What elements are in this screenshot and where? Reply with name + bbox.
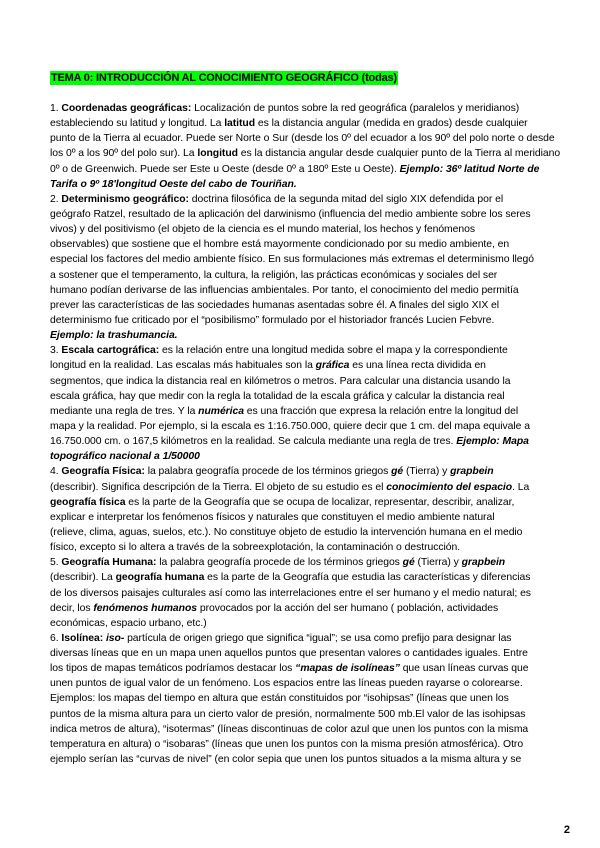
text-run: Localización de puntos sobre la red geográfica (paralelos y meridianos) xyxy=(191,103,520,114)
text-run: vivos) y del positivismo (el objeto de la ciencia es el mundo material, los hechos y fenómenos xyxy=(50,224,475,236)
text-line xyxy=(50,207,600,222)
text-run: temperatura en altura) o “isobaras” (líneas que unen los puntos con la misma presión atmosférica). Otro xyxy=(50,738,524,750)
text-run: Geografía Física: xyxy=(61,466,145,478)
text-line xyxy=(50,328,600,343)
text-line xyxy=(50,313,600,328)
text-run: 1. xyxy=(50,103,62,114)
text-run: topográfico nacional a 1/50000 xyxy=(50,451,200,463)
text-run: latitud xyxy=(224,118,256,130)
text-line xyxy=(50,495,600,510)
text-line xyxy=(50,570,600,585)
text-run: geografía física xyxy=(50,496,126,508)
text-run: numérica xyxy=(198,405,244,417)
text-run: la palabra geografía procede de los términos griegos xyxy=(144,466,392,478)
text-run: unen puntos de igual valor de un fenómeno. Los espacios entre las líneas pueden rayarse o colorearse. xyxy=(50,678,523,690)
text-line xyxy=(50,298,600,313)
text-line xyxy=(50,404,600,419)
text-line xyxy=(50,374,600,389)
text-run: Tarifa o 9º 18'longitud Oeste del cabo de Touriñan. xyxy=(50,178,297,190)
text-run: es la parte de la Geografía que estudia las características y diferencias xyxy=(204,572,531,584)
text-run: es la distancia angular (medida en grados) desde cualquier xyxy=(255,118,528,130)
text-run: longitud en la realidad. Las escalas más habituales son la xyxy=(50,360,316,372)
text-line xyxy=(50,343,600,358)
text-line xyxy=(50,268,600,283)
text-line xyxy=(50,192,600,207)
text-run: punto de la Tierra al ecuador. Puede ser Norte o Sur (desde los 0º del ecuador a los 90º del polo norte o desde xyxy=(50,133,555,145)
text-line xyxy=(50,177,600,192)
text-line xyxy=(50,146,600,161)
text-run: 4. xyxy=(50,466,62,478)
text-run: Ejemplos: los mapas del tiempo en altura que están constituidos por “isohipsas” (líneas que unen los xyxy=(50,693,509,705)
text-run: fenómenos humanos xyxy=(93,602,197,614)
text-run: Isolínea: xyxy=(61,632,104,644)
document-body xyxy=(50,101,600,767)
text-run: los 0º a los 90º del polo sur). La xyxy=(50,148,198,160)
text-line xyxy=(50,283,600,298)
text-run: Ejemplo: la trashumancia. xyxy=(50,330,178,342)
text-line xyxy=(50,131,600,146)
text-run: prever las características de las sociedades humanas asentadas sobre él. A finales del siglo XIX el xyxy=(50,299,500,311)
text-line xyxy=(50,752,600,767)
text-run: grapbein xyxy=(461,557,506,569)
text-run: . La xyxy=(512,481,530,493)
text-run: estableciendo su latitud y longitud. La xyxy=(50,118,225,130)
text-run: (describir). Significa descripción de la Tierra. El objeto de su estudio es el xyxy=(50,481,387,493)
text-line xyxy=(50,480,600,495)
text-run: partícula de origen griego que significa “igual”; se usa como prefijo para designar las xyxy=(124,632,512,644)
text-run: 3. xyxy=(50,345,62,357)
text-line xyxy=(50,252,600,267)
page-title: TEMA 0: INTRODUCCIÓN AL CONOCIMIENTO GEOGRÁFICO (todas) xyxy=(51,72,397,84)
text-run: explicar e interpretar los fenómenos físicos y naturales que constituyen el medio ambiente natural xyxy=(50,511,495,523)
text-line xyxy=(50,419,600,434)
text-run: es una línea recta dividida en xyxy=(349,360,486,372)
text-run: geógrafo Ratzel, resultado de la aplicación del darwinismo (influencia del medio ambiente sobre los seres xyxy=(50,208,531,220)
text-line xyxy=(50,222,600,237)
text-run: mediante una regla de tres. Y la xyxy=(50,405,199,417)
text-run: gé xyxy=(391,466,404,478)
text-run: geografía humana xyxy=(115,572,205,584)
text-run: Escala cartográfica: xyxy=(61,345,160,357)
text-run: longitud xyxy=(197,148,238,160)
page-number: 2 xyxy=(563,824,570,836)
text-run: económicas, espacio urbano, etc.) xyxy=(50,617,207,629)
text-run: Ejemplo: Mapa xyxy=(456,436,529,448)
text-line xyxy=(50,646,600,661)
text-line xyxy=(50,737,600,752)
text-run: observables) que sostiene que el hombre está mayormente condicionado por su medio ambiente, en xyxy=(50,239,510,251)
text-run: Coordenadas geográficas: xyxy=(61,103,192,114)
text-run: Ejemplo: 36º latitud Norte de xyxy=(399,163,540,175)
text-line xyxy=(50,540,600,555)
text-line xyxy=(50,449,600,464)
text-run: escala gráfica, hay que medir con la regla la totalidad de la escala gráfica y calcular la distancia real xyxy=(50,390,505,402)
text-run: es la parte de la Geografía que se ocupa de localizar, representar, describir, analizar, xyxy=(125,496,515,508)
text-run: 5. xyxy=(50,557,62,569)
text-run: 2. xyxy=(50,193,62,205)
text-run: la palabra geografía procede de los términos griegos xyxy=(156,557,403,569)
text-run: provocados por la acción del ser humano ( población, actividades xyxy=(197,602,499,614)
text-run: físico, excepto si lo altera a través de la sobreexplotación, la contaminación o destrucción. xyxy=(50,542,461,554)
text-line xyxy=(50,676,600,691)
text-line xyxy=(50,661,600,676)
text-line xyxy=(50,616,600,631)
text-run: es la distancia angular desde cualquier punto de la Tierra al meridiano xyxy=(237,148,561,160)
text-line xyxy=(50,434,600,449)
text-run: (Tierra) y xyxy=(403,466,451,478)
text-run: Geografía Humana: xyxy=(61,557,157,569)
text-run: indica metros de altura), “isotermas” (líneas discontinuas de color azul que unen los puntos con la misma xyxy=(50,723,529,735)
text-run: gráfica xyxy=(315,360,350,372)
text-line xyxy=(50,237,600,252)
text-run: grapbein xyxy=(450,466,494,478)
text-run: (describir). La xyxy=(50,572,116,584)
text-run: los tipos de mapas temáticos podríamos destacar los xyxy=(50,663,296,675)
text-run: ejemplo serían las “curvas de nivel” (en color sepia que unen los puntos situados a la misma altura y se xyxy=(50,754,522,766)
text-run: mapa y la realidad. Por ejemplo, si la escala es 1:16.750.000, quiere decir que 1 cm. del mapa equivale a xyxy=(50,420,530,432)
text-line xyxy=(50,162,600,177)
text-run: puntos de la misma altura para un cierto valor de presión, normalmente 500 mb.El valor de las isohipsas xyxy=(50,708,526,720)
text-run: decir, los xyxy=(50,602,94,614)
text-line xyxy=(50,722,600,737)
text-line xyxy=(50,101,600,116)
text-run: (relieve, clima, aguas, suelos, etc.). No constituye objeto de estudio la intervención humana en el medio xyxy=(50,526,523,538)
text-line xyxy=(50,691,600,706)
text-run: iso- xyxy=(105,632,125,644)
text-line xyxy=(50,358,600,373)
text-line xyxy=(50,464,600,479)
text-run: de los diversos paisajes culturales así como las interrelaciones entre el ser humano y el medio natural; es xyxy=(50,587,531,599)
text-line xyxy=(50,707,600,722)
text-run: que usan líneas curvas que xyxy=(399,663,529,675)
text-run: 6. xyxy=(50,632,62,644)
text-run: “mapas de isolíneas” xyxy=(295,663,400,675)
text-run: Determinismo geográfico: xyxy=(61,193,189,205)
text-run: es una fracción que expresa la relación entre la longitud del xyxy=(243,405,519,417)
text-run: humano podían derivarse de las influencias ambientales. Por tanto, el conocimiento del medio permitía xyxy=(50,284,519,296)
text-line xyxy=(50,525,600,540)
text-run: doctrina filosófica de la segunda mitad del siglo XIX defendida por el xyxy=(188,193,504,205)
text-line xyxy=(50,601,600,616)
text-run: 16.750.000 cm. o 167,5 kilómetros en la realidad. Se calcula mediante una regla de tres. xyxy=(50,436,457,448)
text-run: conocimiento del espacio xyxy=(386,481,513,493)
text-line xyxy=(50,116,600,131)
text-line xyxy=(50,555,600,570)
text-run: a sostener que el temperamento, la cultura, la religión, las prácticas económicas y sociales del ser xyxy=(50,269,498,281)
text-line xyxy=(50,389,600,404)
text-line xyxy=(50,631,600,646)
text-run: (Tierra) y xyxy=(414,557,462,569)
text-line xyxy=(50,586,600,601)
text-run: es la relación entre una longitud medida sobre el mapa y la correspondiente xyxy=(159,345,508,357)
text-run: diversas líneas que en un mapa unen aquellos puntos que presentan valores o cantidades iguales. Entre xyxy=(50,648,528,660)
text-run: determinismo fue criticado por el “posibilismo” formulado por el historiador francés Lucien Febvre. xyxy=(50,314,495,326)
text-run: 0º o de Greenwich. Puede ser Este u Oeste (desde 0º a 180º Este u Oeste). xyxy=(50,163,400,175)
text-run: segmentos, que indica la distancia real en kilómetros o metros. Para calcular una distancia usando la xyxy=(50,375,511,387)
text-run: gé xyxy=(402,557,415,569)
text-run: especial los factores del medio ambiente físico. En sus formulaciones más extremas el determinismo llegó xyxy=(50,254,534,266)
text-line xyxy=(50,510,600,525)
